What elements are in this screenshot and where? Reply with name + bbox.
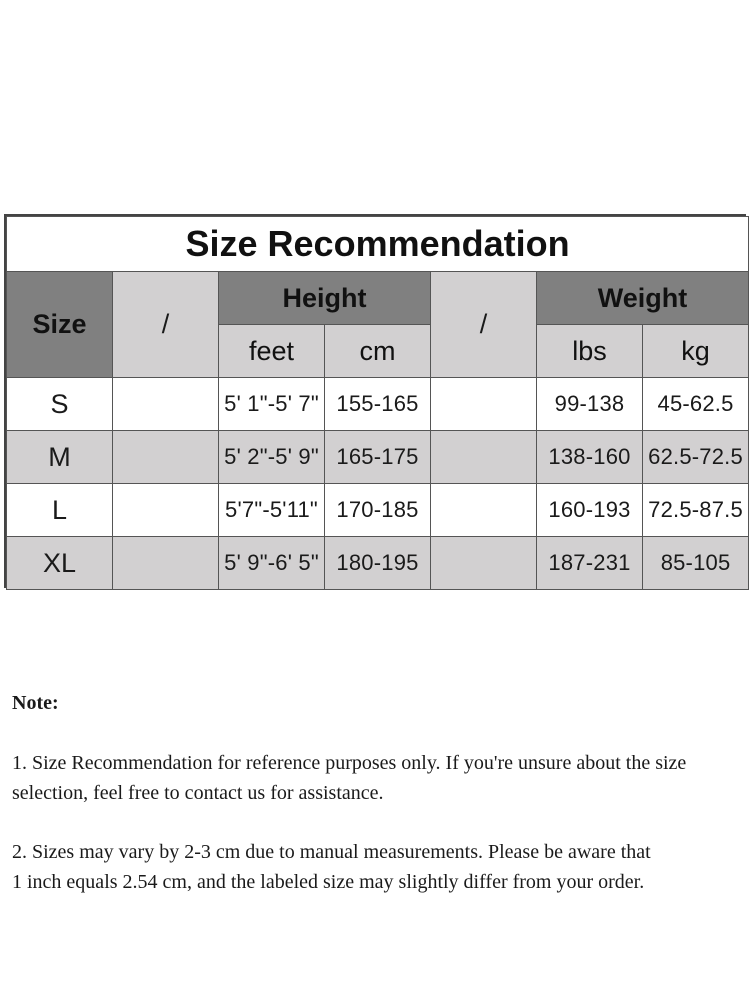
- size-table: [6, 216, 749, 590]
- blank-cell: [113, 537, 219, 590]
- size-header: Size: [7, 272, 113, 378]
- lbs-cell: 99-138: [537, 378, 643, 431]
- height-header: Height: [219, 272, 431, 325]
- cm-cell: 170-185: [325, 484, 431, 537]
- table-row: [7, 431, 749, 484]
- note-1-line-2: selection, feel free to contact us for assistance.: [12, 782, 384, 804]
- note-2-line-2: 1 inch equals 2.54 cm, and the labeled size may slightly differ from your order.: [12, 871, 645, 893]
- size-cell: XL: [7, 537, 113, 590]
- note-1-line-1: 1. Size Recommendation for reference purposes only. If you're unsure about the size: [12, 752, 687, 774]
- table-title: Size Recommendation: [7, 217, 749, 272]
- weight-header: Weight: [537, 272, 749, 325]
- slash-cell-1: /: [113, 272, 219, 378]
- lbs-header: lbs: [537, 325, 643, 378]
- cm-header: cm: [325, 325, 431, 378]
- feet-header: feet: [219, 325, 325, 378]
- blank-cell: [113, 484, 219, 537]
- note-2: [12, 837, 740, 897]
- feet-cell: 5' 2"-5' 9": [219, 431, 325, 484]
- blank-cell: [431, 378, 537, 431]
- table-row: [7, 537, 749, 590]
- blank-cell: [431, 537, 537, 590]
- note-heading: Note:: [12, 692, 59, 714]
- blank-cell: [113, 431, 219, 484]
- lbs-cell: 160-193: [537, 484, 643, 537]
- feet-cell: 5' 9"-6' 5": [219, 537, 325, 590]
- blank-cell: [431, 431, 537, 484]
- size-cell: S: [7, 378, 113, 431]
- lbs-cell: 138-160: [537, 431, 643, 484]
- note-1: [12, 748, 740, 808]
- kg-cell: 62.5-72.5: [643, 431, 749, 484]
- kg-cell: 45-62.5: [643, 378, 749, 431]
- cm-cell: 180-195: [325, 537, 431, 590]
- notes-section: [12, 688, 740, 897]
- size-cell: L: [7, 484, 113, 537]
- kg-cell: 72.5-87.5: [643, 484, 749, 537]
- kg-cell: 85-105: [643, 537, 749, 590]
- size-chart: [4, 214, 746, 588]
- table-row: [7, 484, 749, 537]
- cm-cell: 165-175: [325, 431, 431, 484]
- slash-cell-2: /: [431, 272, 537, 378]
- note-2-line-1: 2. Sizes may vary by 2-3 cm due to manual measurements. Please be aware that: [12, 841, 651, 863]
- lbs-cell: 187-231: [537, 537, 643, 590]
- kg-header: kg: [643, 325, 749, 378]
- blank-cell: [431, 484, 537, 537]
- size-cell: M: [7, 431, 113, 484]
- cm-cell: 155-165: [325, 378, 431, 431]
- table-row: [7, 378, 749, 431]
- feet-cell: 5'7"-5'11": [219, 484, 325, 537]
- blank-cell: [113, 378, 219, 431]
- feet-cell: 5' 1"-5' 7": [219, 378, 325, 431]
